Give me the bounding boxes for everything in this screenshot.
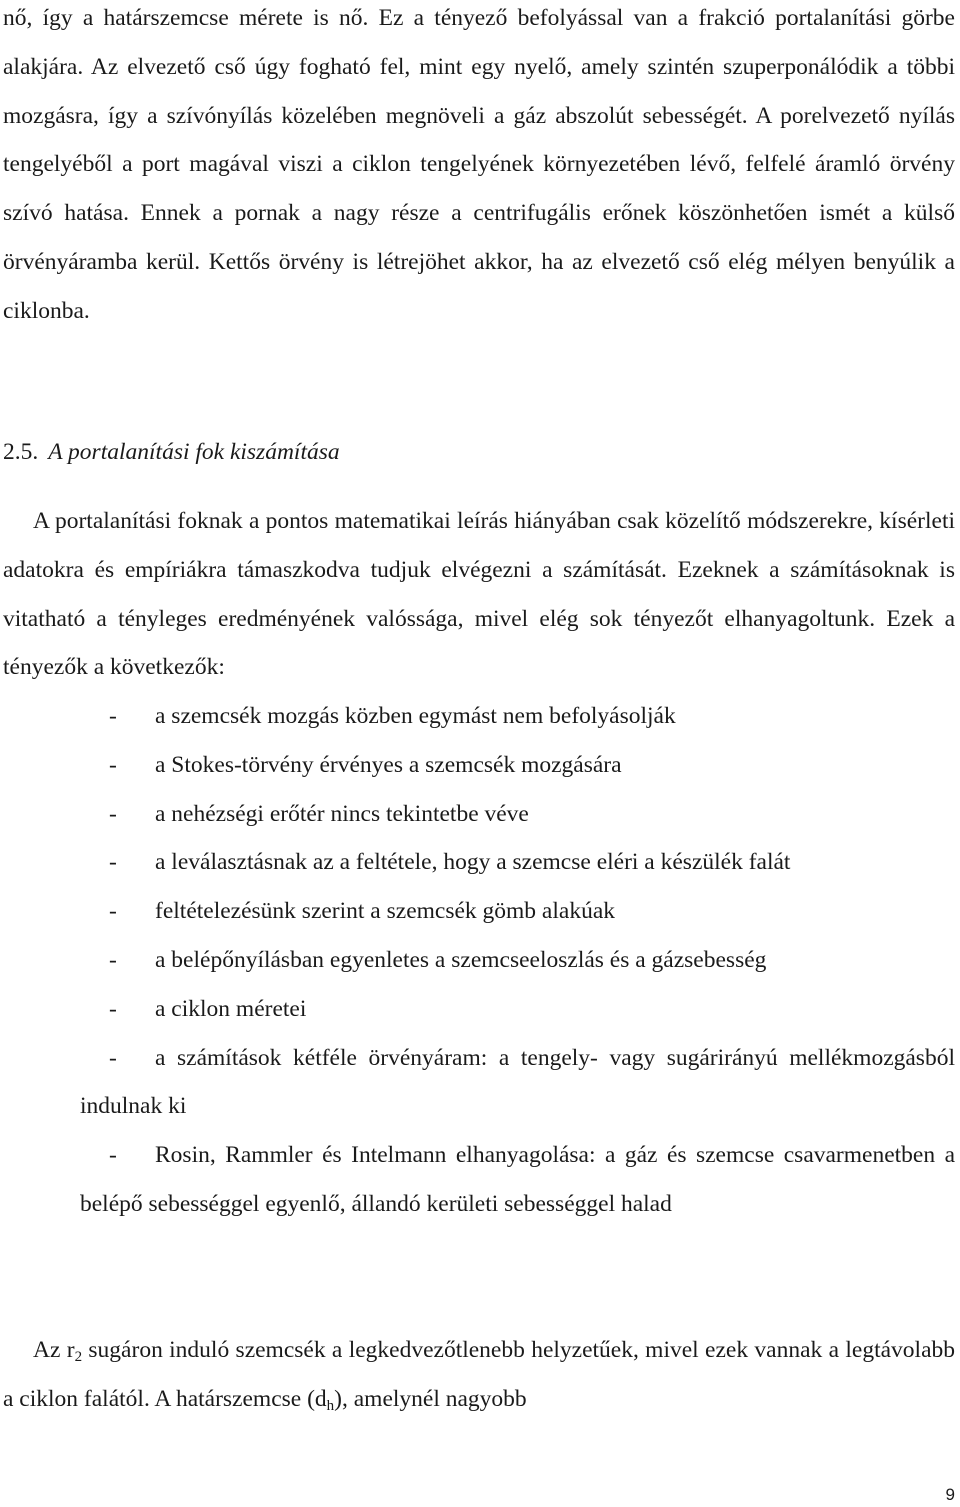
subscript-2: 2: [74, 1349, 83, 1365]
list-dash: -: [109, 946, 117, 973]
paragraph-text-part1: Az r: [33, 1337, 75, 1363]
list-item: [0, 1131, 960, 1229]
section-heading: [3, 428, 340, 476]
list-item-text: a nehézségi erőtér nincs tekintetbe véve: [155, 800, 529, 827]
paragraph-text-part2: sugáron induló szemcsék a legkedvezőtlenebb helyzetűek, mivel ezek vannak a legtávolabb a ciklon falától. A határszemcse (d: [3, 1337, 956, 1412]
list-item: [0, 838, 960, 887]
list-item: [0, 741, 960, 790]
list-item: [0, 692, 960, 741]
page-number: 9: [945, 1485, 955, 1504]
list-dash: -: [109, 1044, 117, 1071]
list-item-text: a számítások kétféle örvényáram: a tengely- vagy sugárirányú mellékmozgásból indulnak ki: [80, 1044, 955, 1120]
section-title: A portalanítási fok kiszámítása: [48, 439, 340, 465]
list-item-text: a szemcsék mozgás közben egymást nem befolyásolják: [155, 703, 676, 729]
list-item-text: a Stokes-törvény érvényes a szemcsék mozgására: [155, 751, 622, 778]
list-item-text: a ciklon méretei: [155, 995, 307, 1022]
section-number: 2.5.: [3, 439, 39, 465]
list-item: [0, 887, 960, 936]
list-dash: -: [109, 800, 117, 827]
list-item-text: feltételezésünk szerint a szemcsék gömb alakúak: [155, 898, 616, 925]
list-item: [0, 790, 960, 839]
list-item-text: a belépőnyílásban egyenletes a szemcseeloszlás és a gázsebesség: [155, 946, 767, 973]
paragraph-calculation-intro: A portalanítási foknak a pontos matematikai leírás hiányában csak közelítő módszerekre, kísérleti adatokra és empíriákra támaszkodva tudjuk elvégezni a számítását. Ezeknek a számításoknak is vitatható a tényleges eredményének valóssága, mivel elég sok tényezőt elhanyagoltunk. Ezek a tényezők a következők:: [3, 508, 955, 681]
list-dash: -: [109, 898, 117, 925]
list-dash: -: [109, 995, 117, 1022]
subscript-h: h: [326, 1397, 335, 1414]
list-dash: -: [109, 703, 117, 729]
list-item: [0, 936, 960, 985]
list-dash: -: [109, 849, 117, 876]
paragraph-text-part3: ), amelynél nagyobb: [334, 1385, 527, 1412]
list-item: [0, 1034, 960, 1132]
list-dash: -: [109, 1142, 117, 1169]
list-item-text: a leválasztásnak az a feltétele, hogy a szemcse eléri a készülék falát: [155, 849, 791, 876]
paragraph-boundary-particle: [3, 1326, 955, 1424]
paragraph-cyclone-flow: nő, így a határszemcse mérete is nő. Ez a tényező befolyással van a frakció portalanítási görbe alakjára. Az elvezető cső úgy fogható fel, mint egy nyelő, amely szintén szuperponálódik a többi mozgásra, így a szívónyílás közelében megnöveli a gáz abszolút sebességét. A porelvezető nyílás tengelyéből a port magával viszi a ciklon tengelyének környezetében lévő, felfelé áramló örvény szívó hatása. Ennek a pornak a nagy része a centrifugális erőnek köszönhetően ismét a külső örvényáramba kerül. Kettős örvény is létrejöhet akkor, ha az elvezető cső elég mélyen benyúlik a ciklonba.: [3, 5, 955, 324]
list-item: [0, 985, 960, 1034]
list-item-text: Rosin, Rammler és Intelmann elhanyagolása: a gáz és szemcse csavarmenetben a belépő sebességgel egyenlő, állandó kerületi sebességgel halad: [80, 1142, 955, 1217]
list-dash: -: [109, 751, 117, 778]
assumptions-list: [0, 692, 960, 1229]
